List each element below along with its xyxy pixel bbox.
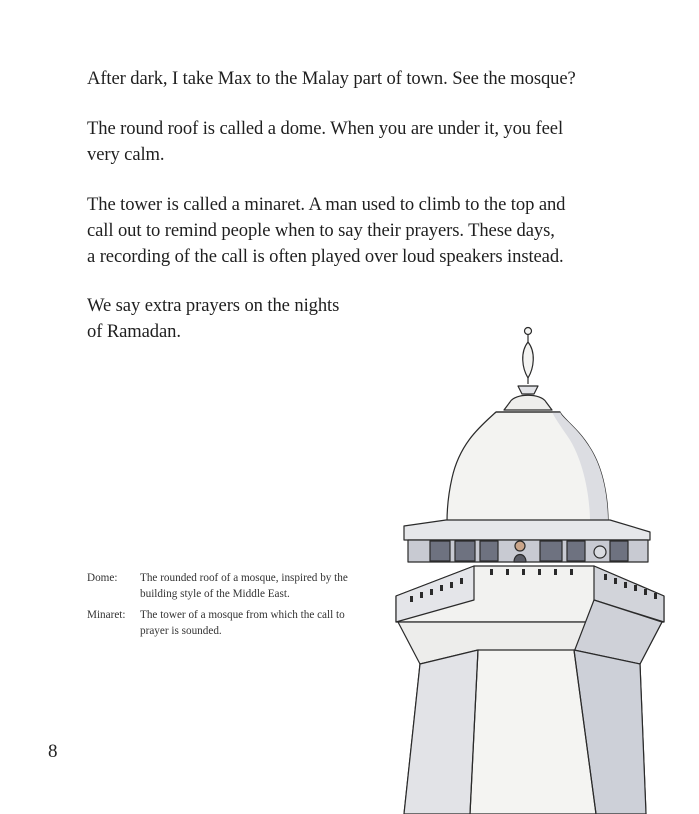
- text-line: The tower is called a minaret. A man used to climb to the top and: [87, 194, 566, 215]
- glossary-definition: The rounded roof of a mosque, inspired by the building style of the Middle East.: [140, 572, 348, 600]
- text-line: very calm.: [87, 144, 165, 165]
- text-line: a recording of the call is often played over loud speakers instead.: [87, 246, 564, 267]
- glossary-term: Minaret:: [87, 609, 126, 621]
- text-line: The round roof is called a dome. When you are under it, you feel: [87, 118, 564, 139]
- minaret-icon: [396, 328, 664, 814]
- glossary-definition: The tower of a mosque from which the call to prayer is sounded.: [140, 609, 345, 637]
- page-number: 8: [48, 741, 58, 762]
- text-line: We say extra prayers on the nights: [87, 295, 340, 316]
- text-line: After dark, I take Max to the Malay part of town. See the mosque?: [87, 68, 576, 89]
- text-line: call out to remind people when to say their prayers. These days,: [87, 220, 555, 241]
- text-line: of Ramadan.: [87, 321, 181, 342]
- glossary-term: Dome:: [87, 572, 118, 584]
